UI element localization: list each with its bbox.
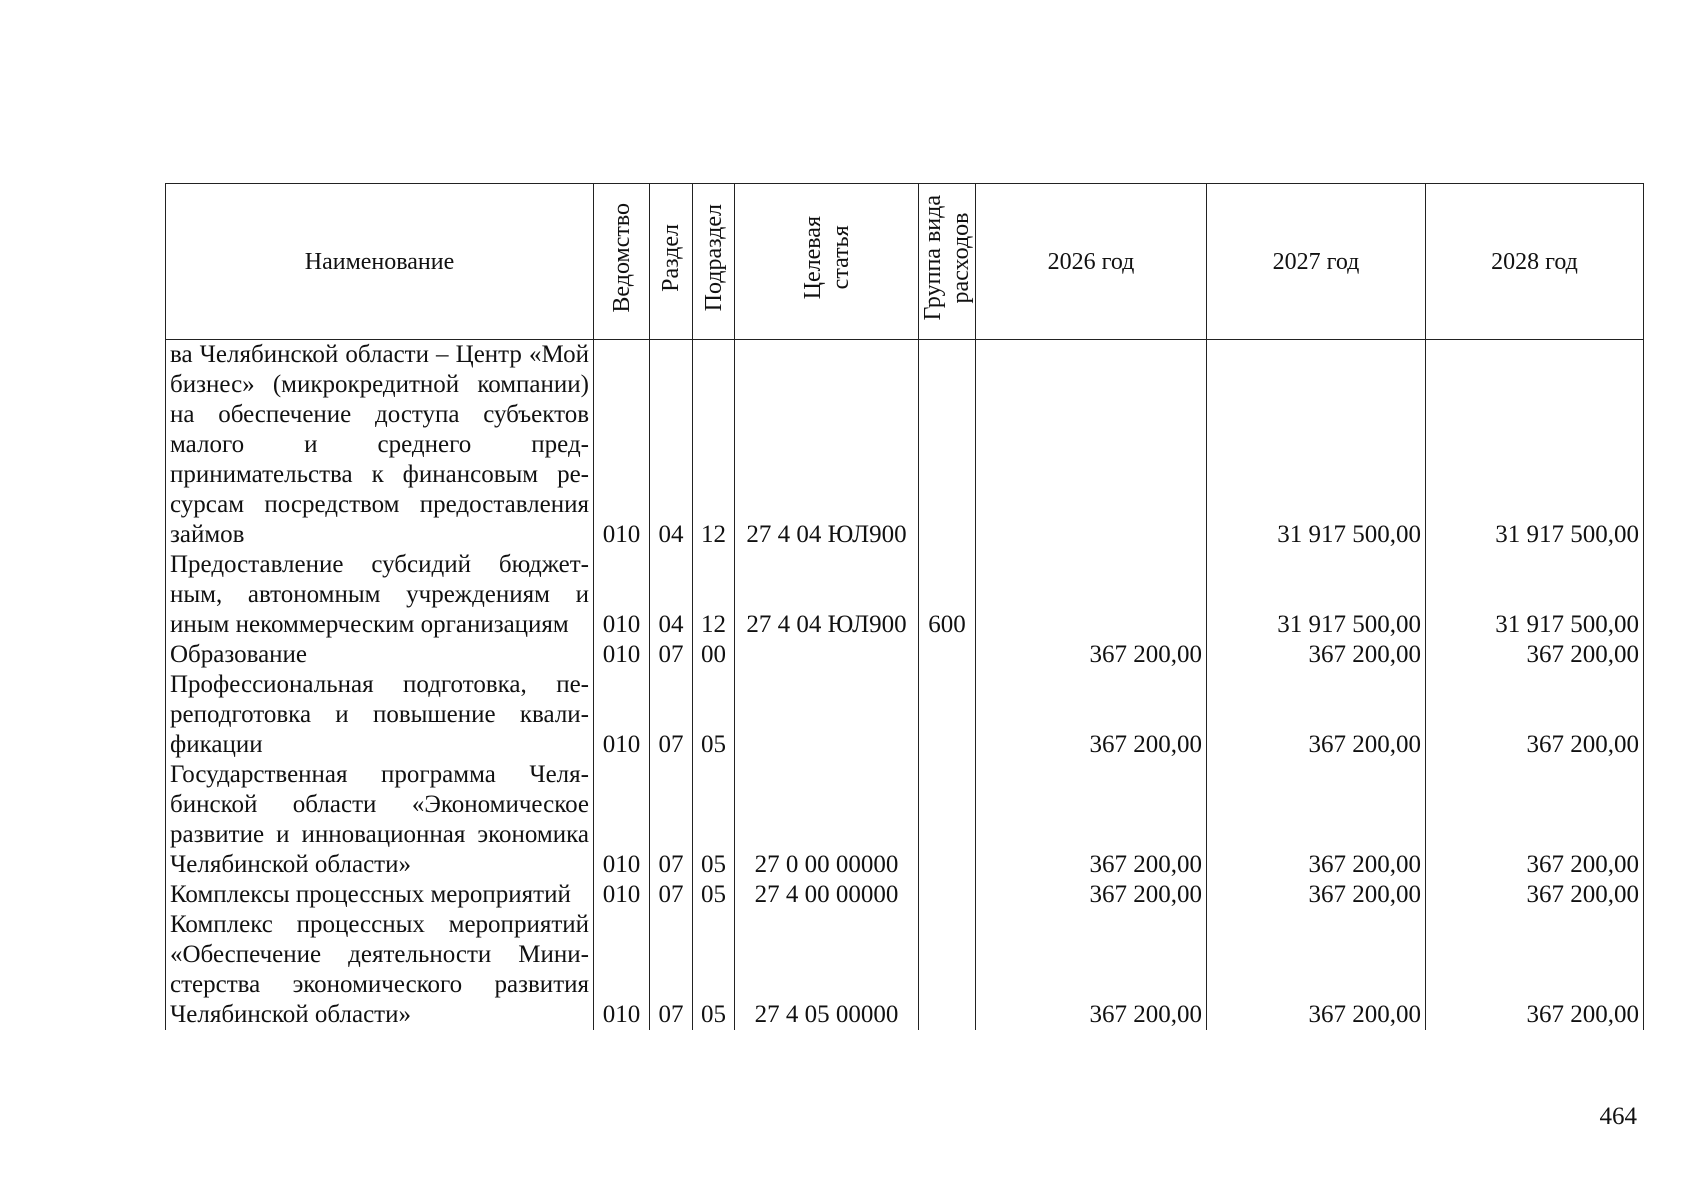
row-vedomstvo: 010 [594, 640, 650, 670]
header-2028: 2028 год [1426, 184, 1644, 340]
row-2028: 367 200,00 [1426, 640, 1644, 670]
row-2026: 367 200,00 [976, 670, 1207, 760]
row-podrazdel: 05 [693, 670, 735, 760]
row-tselevaya-statya: 27 4 00 00000 [735, 880, 919, 910]
row-2027: 367 200,00 [1207, 760, 1426, 880]
row-2026: 367 200,00 [976, 760, 1207, 880]
row-name: Государственная программа Челябинской области «Экономическое развитие и инновационная экономика Челябинской области» [166, 760, 594, 880]
row-2028: 367 200,00 [1426, 880, 1644, 910]
row-podrazdel: 05 [693, 880, 735, 910]
row-tselevaya-statya: 27 4 04 ЮЛ900 [735, 340, 919, 551]
row-2027: 367 200,00 [1207, 670, 1426, 760]
row-tselevaya-statya [735, 670, 919, 760]
table-row [166, 760, 1644, 880]
row-name: Комплекс процессных мероприятий «Обеспечение деятельности Министерства экономического развития Челябинской области» [166, 910, 594, 1030]
table-row [166, 910, 1644, 1030]
row-vid-rashodov: 600 [919, 550, 976, 640]
row-tselevaya-statya [735, 640, 919, 670]
row-name: ва Челябинской области – Центр «Мой бизнес» (микрокредитной компании) на обеспечение доступа субъектов малого и среднего предпринимательства к финансовым ресурсам посредством предоставления займов [166, 340, 594, 551]
row-vid-rashodov [919, 340, 976, 551]
row-tselevaya-statya: 27 4 04 ЮЛ900 [735, 550, 919, 640]
budget-table [165, 183, 1644, 1030]
row-2028: 367 200,00 [1426, 670, 1644, 760]
row-podrazdel: 12 [693, 340, 735, 551]
table-row [166, 880, 1644, 910]
row-razdel: 04 [650, 340, 693, 551]
table-header-row [166, 184, 1644, 340]
row-2027: 31 917 500,00 [1207, 550, 1426, 640]
row-vid-rashodov [919, 910, 976, 1030]
table-row [166, 550, 1644, 640]
table-row [166, 340, 1644, 551]
row-2026: 367 200,00 [976, 910, 1207, 1030]
row-podrazdel: 00 [693, 640, 735, 670]
row-2028: 367 200,00 [1426, 760, 1644, 880]
row-razdel: 07 [650, 760, 693, 880]
row-tselevaya-statya: 27 0 00 00000 [735, 760, 919, 880]
row-vedomstvo: 010 [594, 760, 650, 880]
page-number: 464 [1599, 1103, 1637, 1130]
row-vid-rashodov [919, 640, 976, 670]
row-podrazdel: 05 [693, 760, 735, 880]
header-razdel: Раздел [650, 184, 693, 340]
row-2028: 367 200,00 [1426, 910, 1644, 1030]
row-name: Профессиональная подготовка, переподготовка и повышение квалификации [166, 670, 594, 760]
table-row [166, 640, 1644, 670]
row-razdel: 07 [650, 910, 693, 1030]
row-vedomstvo: 010 [594, 910, 650, 1030]
row-name: Образование [166, 640, 594, 670]
row-2026 [976, 340, 1207, 551]
row-2026: 367 200,00 [976, 880, 1207, 910]
header-name: Наименование [166, 184, 594, 340]
row-2026: 367 200,00 [976, 640, 1207, 670]
row-2028: 31 917 500,00 [1426, 340, 1644, 551]
row-razdel: 07 [650, 880, 693, 910]
header-2026: 2026 год [976, 184, 1207, 340]
row-tselevaya-statya: 27 4 05 00000 [735, 910, 919, 1030]
row-razdel: 04 [650, 550, 693, 640]
row-razdel: 07 [650, 640, 693, 670]
row-vedomstvo: 010 [594, 340, 650, 551]
row-vid-rashodov [919, 760, 976, 880]
row-podrazdel: 05 [693, 910, 735, 1030]
row-vedomstvo: 010 [594, 550, 650, 640]
row-razdel: 07 [650, 670, 693, 760]
row-vedomstvo: 010 [594, 670, 650, 760]
row-2026 [976, 550, 1207, 640]
row-name: Комплексы процессных мероприятий [166, 880, 594, 910]
header-2027: 2027 год [1207, 184, 1426, 340]
row-2027: 31 917 500,00 [1207, 340, 1426, 551]
row-vid-rashodov [919, 670, 976, 760]
header-podrazdel: Подраздел [693, 184, 735, 340]
table-row [166, 670, 1644, 760]
row-name: Предоставление субсидий бюджетным, автономным учреждениям и иным некоммерческим организациям [166, 550, 594, 640]
row-vedomstvo: 010 [594, 880, 650, 910]
row-2027: 367 200,00 [1207, 640, 1426, 670]
header-vedomstvo: Ведомство [594, 184, 650, 340]
header-tselevaya-statya: Целевая статья [735, 184, 919, 340]
row-2027: 367 200,00 [1207, 880, 1426, 910]
row-podrazdel: 12 [693, 550, 735, 640]
row-2027: 367 200,00 [1207, 910, 1426, 1030]
row-vid-rashodov [919, 880, 976, 910]
header-gruppa-vida-rashodov: Группа вида расходов [919, 184, 976, 340]
row-2028: 31 917 500,00 [1426, 550, 1644, 640]
